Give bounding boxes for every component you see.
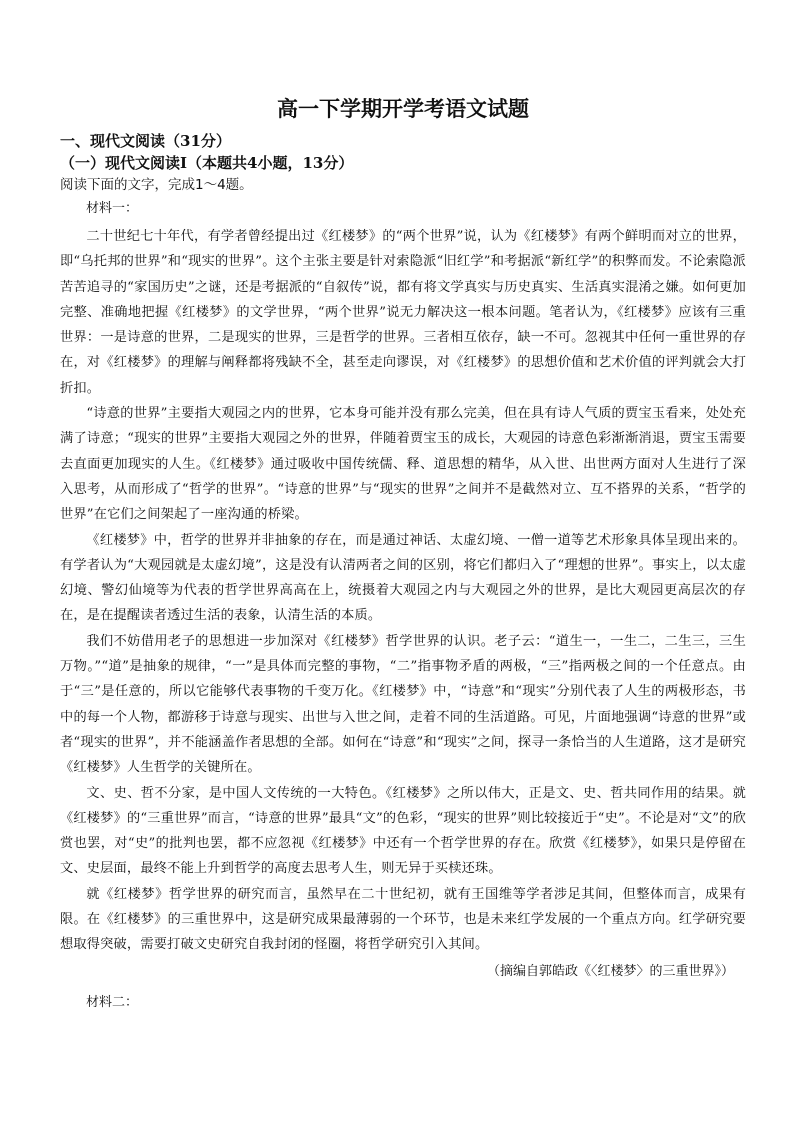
paragraph-2: “诗意的世界”主要指大观园之内的世界，它本身可能并没有那么完美，但在具有诗人气质的贾宝玉看来，处处充满了诗意；“现实的世界”主要指大观园之外的世界，伴随着贾宝玉的成长，大观园的诗意色彩渐渐消退，贾宝玉需要去直面更加现实的人生。《红楼梦》通过吸收中国传统儒、释、道思想的精华，从入世、出世两方面对人生进行了深入思考，从而形成了“哲学的世界”。“诗意的世界”与“现实的世界”之间并不是截然对立、互不搭界的关系，“哲学的世界”在它们之间架起了一座沟通的桥梁。: [60, 406, 746, 523]
source-citation: （摘编自郭皓政《〈红楼梦〉的三重世界》）: [486, 963, 734, 979]
material-one-label: 材料一：: [86, 201, 139, 216]
section-heading: 一、现代文阅读（31分）: [60, 132, 231, 150]
material-two-label: 材料二：: [86, 994, 139, 1010]
page-title: 高一下学期开学考语文试题: [277, 96, 529, 121]
paragraph-5: 文、史、哲不分家，是中国人文传统的一大特色。《红楼梦》之所以伟大，正是文、史、哲共同作用的结果。就《红楼梦》的“三重世界”而言，“诗意的世界”最具“文”的色彩，“现实的世界”则比较接近于“史”。不论是对“文”的欣赏也罢，对“史”的批判也罢，都不应忽视《红楼梦》中还有一个哲学世界的存在。欣赏《红楼梦》，如果只是停留在文、史层面，最终不能上升到哲学的高度去思考人生，则无异于买椟还珠。: [60, 785, 746, 877]
reading-instruction: 阅读下面的文字，完成1～4题。: [60, 177, 253, 193]
paragraph-1: 二十世纪七十年代，有学者曾经提出过《红楼梦》的“两个世界”说，认为《红楼梦》有两个鲜明而对立的世界，即“乌托邦的世界”和“现实的世界”。这个主张主要是针对索隐派“旧红学”和考据派“新红学”的积弊而发。不论索隐派苦苦追寻的“家国历史”之谜，还是考据派的“自叙传”说，都有将文学真实与历史真实、生活真实混淆之嫌。如何更加完整、准确地把握《红楼梦》的文学世界，“两个世界”说无力解决这一根本问题。笔者认为，《红楼梦》应该有三重世界：一是诗意的世界，二是现实的世界，三是哲学的世界。三者相互依存，缺一不可。忽视其中任何一重世界的存在，对《红楼梦》的理解与阐释都将残缺不全，甚至走向谬误，对《红楼梦》的思想价值和艺术价值的评判就会大打折扣。: [60, 229, 746, 396]
paragraph-3: 《红楼梦》中，哲学的世界并非抽象的存在，而是通过神话、太虚幻境、一僧一道等艺术形象具体呈现出来的。有学者认为“大观园就是太虚幻境”，这是没有认清两者之间的区别，将它们都归入了“理想的世界”。事实上，以太虚幻境、警幻仙境等为代表的哲学世界高高在上，统摄着大观园之内与大观园之外的世界，是比大观园更高层次的存在，是在提醒读者透过生活的表象，认清生活的本质。: [60, 532, 746, 624]
paragraph-4: 我们不妨借用老子的思想进一步加深对《红楼梦》哲学世界的认识。老子云：“道生一，一生二，二生三，三生万物。”“道”是抽象的规律，“一”是具体而完整的事物，“二”指事物矛盾的两极，“三”指两极之间的一个任意点。由于“三”是任意的，所以它能够代表事物的千变万化。《红楼梦》中，“诗意”和“现实”分别代表了人生的两极形态，书中的每一个人物，都游移于诗意与现实、出世与入世之间，走着不同的生活道路。可见，片面地强调“诗意的世界”或者“现实的世界”，并不能涵盖作者思想的全部。如何在“诗意”和“现实”之间，探寻一条恰当的人生道路，这才是研究《红楼梦》人生哲学的关键所在。: [60, 633, 746, 776]
subsection-heading: （一）现代文阅读Ⅰ（本题共4小题，13分）: [60, 154, 354, 172]
paragraph-6: 就《红楼梦》哲学世界的研究而言，虽然早在二十世纪初，就有王国维等学者涉足其间，但整体而言，成果有限。在《红楼梦》的三重世界中，这是研究成果最薄弱的一个环节，也是未来红学发展的一个重点方向。红学研究要想取得突破，需要打破文史研究自我封闭的怪圈，将哲学研究引入其间。: [60, 886, 746, 953]
